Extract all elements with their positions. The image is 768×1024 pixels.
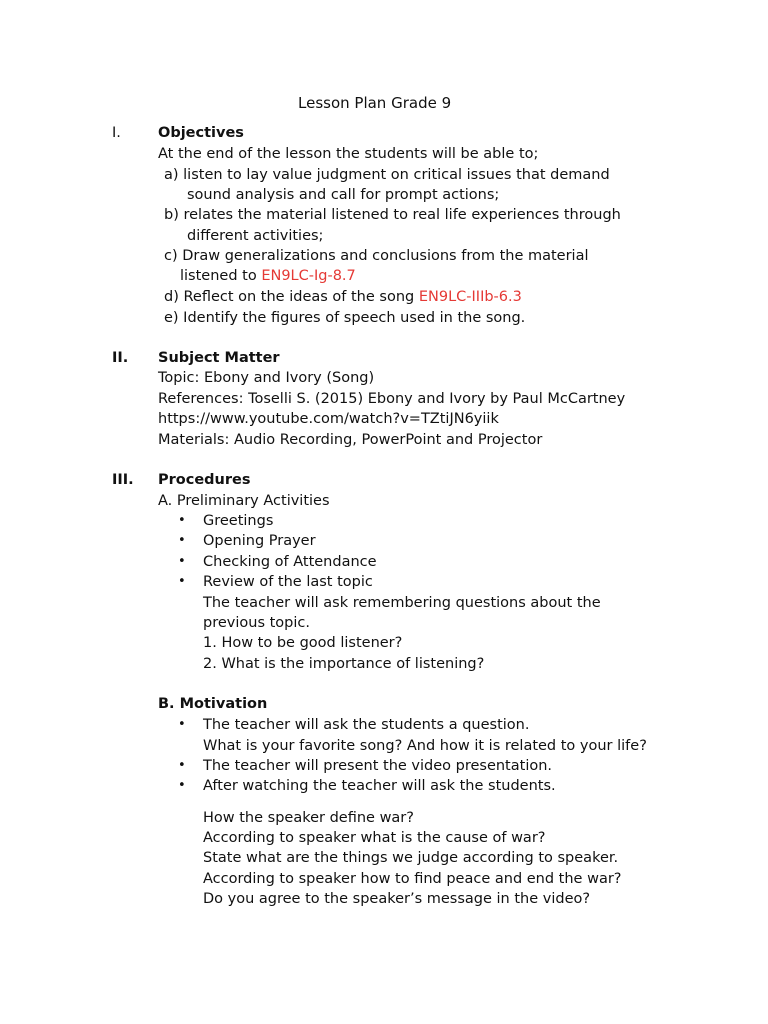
objectives-intro: At the end of the lesson the students will be able to;	[158, 146, 539, 162]
section-numeral-objectives: I.	[112, 125, 121, 141]
prelim-item: Checking of Attendance	[203, 554, 377, 570]
section-heading-subject-matter: Subject Matter	[158, 350, 280, 366]
objective-e: e) Identify the figures of speech used in the song.	[164, 310, 526, 326]
review-question: 2. What is the importance of listening?	[203, 656, 485, 672]
objective-a-line2: sound analysis and call for prompt actions;	[187, 187, 500, 203]
page-title: Lesson Plan Grade 9	[298, 94, 452, 112]
objective-b-line1: b) relates the material listened to real life experiences through	[164, 207, 621, 223]
prelim-item: Opening Prayer	[203, 533, 316, 549]
review-question: 1. How to be good listener?	[203, 635, 403, 651]
subject-topic: Topic: Ebony and Ivory (Song)	[158, 370, 375, 386]
review-text-line2: previous topic.	[203, 615, 310, 631]
bullet: •	[178, 513, 186, 528]
discussion-question: State what are the things we judge according to speaker.	[203, 850, 619, 866]
bullet: •	[178, 758, 186, 773]
section-numeral-subject-matter: II.	[112, 350, 129, 366]
section-numeral-procedures: III.	[112, 472, 134, 488]
discussion-question: How the speaker define war?	[203, 810, 414, 826]
competency-code: EN9LC-IIIb-6.3	[418, 289, 522, 305]
discussion-question: Do you agree to the speaker’s message in the video?	[203, 891, 591, 907]
discussion-question: According to speaker how to find peace and end the war?	[203, 871, 622, 887]
objective-b-line2: different activities;	[187, 228, 324, 244]
bullet: •	[178, 533, 186, 548]
motivation-subquestion: What is your favorite song? And how it is related to your life?	[203, 738, 647, 754]
objective-c-line2	[180, 266, 356, 286]
motivation-item: The teacher will present the video presentation.	[203, 758, 553, 774]
section-heading-objectives: Objectives	[158, 125, 244, 141]
prelim-item: Greetings	[203, 513, 274, 529]
objective-d	[164, 287, 522, 307]
motivation-item: After watching the teacher will ask the students.	[203, 778, 556, 794]
bullet: •	[178, 554, 186, 569]
subject-url: https://www.youtube.com/watch?v=TZtiJN6yiik	[158, 411, 499, 427]
objective-c-line1: c) Draw generalizations and conclusions from the material	[164, 248, 589, 264]
bullet: •	[178, 717, 186, 732]
competency-code: EN9LC-Ig-8.7	[261, 268, 356, 284]
objective-d-text: d) Reflect on the ideas of the song	[164, 289, 419, 305]
subject-references: References: Toselli S. (2015) Ebony and Ivory by Paul McCartney	[158, 391, 626, 407]
bullet: •	[178, 778, 186, 793]
motivation-item: The teacher will ask the students a question.	[203, 717, 530, 733]
subject-materials: Materials: Audio Recording, PowerPoint and Projector	[158, 432, 543, 448]
preliminary-activities-heading: A. Preliminary Activities	[158, 493, 330, 509]
review-text-line1: The teacher will ask remembering questions about the	[203, 595, 601, 611]
bullet: •	[178, 574, 186, 589]
objective-a-line1: a) listen to lay value judgment on critical issues that demand	[164, 167, 610, 183]
discussion-question: According to speaker what is the cause of war?	[203, 830, 546, 846]
motivation-heading: B. Motivation	[158, 696, 268, 712]
objective-c-text: listened to	[180, 268, 262, 284]
section-heading-procedures: Procedures	[158, 472, 251, 488]
prelim-item: Review of the last topic	[203, 574, 373, 590]
